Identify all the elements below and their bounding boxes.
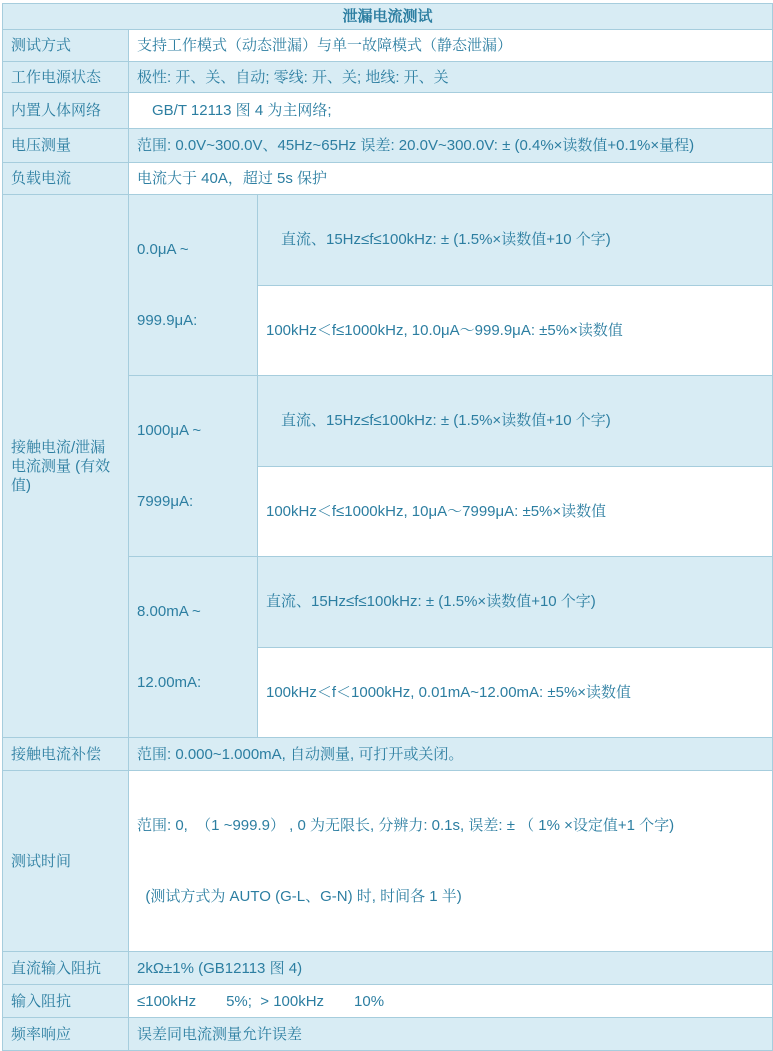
range-cell-ma [129, 557, 258, 738]
spec-dc-ma: 直流、15Hz≤f≤100kHz: ± (1.5%×读数值+10 个字) [258, 557, 773, 648]
range-cell-ua-high [129, 376, 258, 557]
range-cell-ua-low [129, 195, 258, 376]
range-line1: 1000μA ~ [137, 422, 202, 439]
value-test-time [129, 771, 773, 952]
value-voltage-measure: 范围: 0.0V~300.0V、45Hz~65Hz 误差: 20.0V~300.0V: ± (0.4%×读数值+0.1%×量程) [129, 129, 773, 163]
label-input-impedance: 输入阻抗 [3, 985, 129, 1018]
table-title: 泄漏电流测试 [3, 4, 773, 30]
range-line1: 0.0μA ~ [137, 241, 189, 258]
value-power-state: 极性: 开、关、自动; 零线: 开、关; 地线: 开、关 [129, 62, 773, 93]
label-voltage-measure: 电压测量 [3, 129, 129, 163]
label-load-current: 负载电流 [3, 163, 129, 195]
value-test-mode: 支持工作模式（动态泄漏）与单一故障模式（静态泄漏） [129, 30, 773, 62]
spec-hf-ua-high: 100kHz＜f≤1000kHz, 10μA～7999μA: ±5%×读数值 [258, 466, 773, 557]
test-time-line1: 范围: 0, （1 ~999.9） , 0 为无限长, 分辨力: 0.1s, 误差: ± （ 1% ×设定值+1 个字) [137, 817, 675, 834]
spec-dc-ua-high: 直流、15Hz≤f≤100kHz: ± (1.5%×读数值+10 个字) [258, 376, 773, 467]
range-line1: 8.00mA ~ [137, 603, 201, 620]
value-input-impedance: ≤100kHz 5%; > 100kHz 10% [129, 985, 773, 1018]
leakage-current-spec-table [2, 3, 773, 1051]
spec-table-container [2, 3, 760, 1043]
value-dc-input-impedance: 2kΩ±1% (GB12113 图 4) [129, 952, 773, 985]
spec-hf-ua-low: 100kHz＜f≤1000kHz, 10.0μA～999.9μA: ±5%×读数值 [258, 285, 773, 376]
label-leakage-measure: 接触电流/泄漏电流测量 (有效值) [3, 195, 129, 738]
range-line2: 12.00mA: [137, 674, 202, 691]
spec-dc-ua-low: 直流、15Hz≤f≤100kHz: ± (1.5%×读数值+10 个字) [258, 195, 773, 286]
label-body-network: 内置人体网络 [3, 93, 129, 129]
label-power-state: 工作电源状态 [3, 62, 129, 93]
label-test-time: 测试时间 [3, 771, 129, 952]
range-line2: 7999μA: [137, 493, 194, 510]
value-frequency-response: 误差同电流测量允许误差 [129, 1018, 773, 1051]
label-dc-input-impedance: 直流输入阻抗 [3, 952, 129, 985]
value-current-compensation: 范围: 0.000~1.000mA, 自动测量, 可打开或关闭。 [129, 738, 773, 771]
value-load-current: 电流大于 40A，超过 5s 保护 [129, 163, 773, 195]
range-line2: 999.9μA: [137, 312, 198, 329]
label-current-compensation: 接触电流补偿 [3, 738, 129, 771]
spec-hf-ma: 100kHz＜f＜1000kHz, 0.01mA~12.00mA: ±5%×读数值 [258, 647, 773, 738]
label-test-mode: 测试方式 [3, 30, 129, 62]
label-frequency-response: 频率响应 [3, 1018, 129, 1051]
value-body-network: GB/T 12113 图 4 为主网络; [129, 93, 773, 129]
test-time-line2: (测试方式为 AUTO (G-L、G-N) 时, 时间各 1 半) [137, 888, 462, 905]
